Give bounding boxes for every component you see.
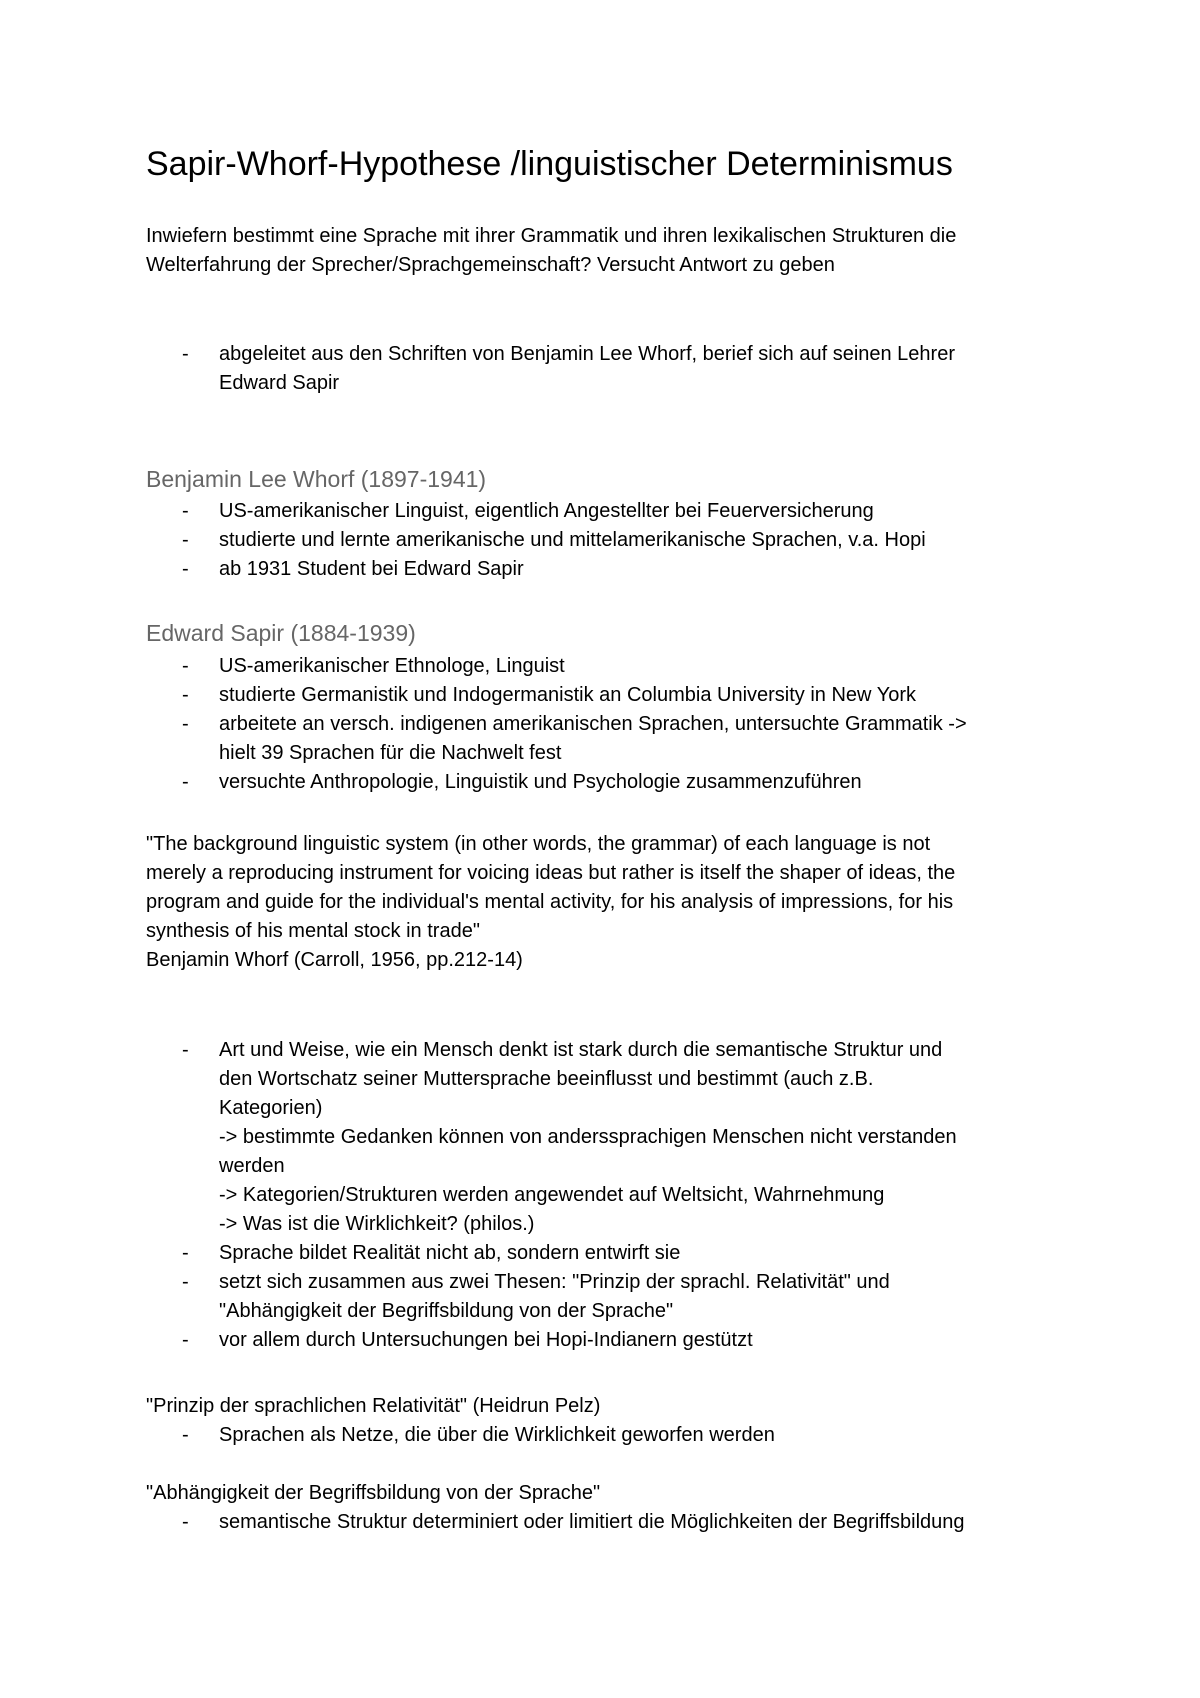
dash-bullet: - — [182, 1271, 189, 1293]
list-item: - Sprache bildet Realität nicht ab, sondern entwirft sie — [146, 1239, 1076, 1268]
whorf-list — [146, 497, 1076, 584]
intro-line: Inwiefern bestimmt eine Sprache mit ihrer Grammatik und ihren lexikalischen Strukturen die — [146, 225, 957, 247]
dash-bullet: - — [182, 771, 189, 793]
dash-bullet: - — [182, 1511, 189, 1533]
dash-bullet: - — [182, 500, 189, 522]
origin-list — [146, 340, 1076, 398]
dash-bullet: - — [182, 529, 189, 551]
dash-bullet: - — [182, 343, 189, 365]
list-item: - abgeleitet aus den Schriften von Benjamin Lee Whorf, berief sich auf seinen Lehrer Edward Sapir — [146, 340, 1076, 398]
relativity-label: "Prinzip der sprachlichen Relativität" (Heidrun Pelz) — [146, 1395, 601, 1417]
dash-bullet: - — [182, 1039, 189, 1061]
list-item: - ab 1931 Student bei Edward Sapir — [146, 555, 1076, 584]
whorf-heading: Benjamin Lee Whorf (1897-1941) — [146, 466, 487, 492]
list-item: - setzt sich zusammen aus zwei Thesen: "Prinzip der sprachl. Relativität" und "Abhängigkeit der Begriffsbildung von der Sprache" — [146, 1268, 1076, 1326]
list-item: - Art und Weise, wie ein Mensch denkt ist stark durch die semantische Struktur und den Wortschatz seiner Muttersprache beeinflusst und bestimmt (auch z.B. Kategorien) -> bestimmte Gedanken können von anderssprachigen Menschen nicht verstanden werden -> Kategorien/Strukturen werden angewendet auf Weltsicht, Wahrnehmung -> Was ist die Wirklichkeit? (philos.) — [146, 1036, 1076, 1239]
list-item: - studierte Germanistik und Indogermanistik an Columbia University in New York — [146, 681, 1076, 710]
list-item: - US-amerikanischer Ethnologe, Linguist — [146, 652, 1076, 681]
list-item: - vor allem durch Untersuchungen bei Hopi-Indianern gestützt — [146, 1326, 1076, 1355]
list-item: - studierte und lernte amerikanische und mittelamerikanische Sprachen, v.a. Hopi — [146, 526, 1076, 555]
list-item: - arbeitete an versch. indigenen amerikanischen Sprachen, untersuchte Grammatik -> hielt 39 Sprachen für die Nachwelt fest — [146, 710, 1076, 768]
dash-bullet: - — [182, 1424, 189, 1446]
intro-line: Welterfahrung der Sprecher/Sprachgemeinschaft? Versucht Antwort zu geben — [146, 254, 835, 276]
dash-bullet: - — [182, 655, 189, 677]
dependency-list — [146, 1508, 1076, 1537]
hypothesis-list — [146, 1036, 1076, 1355]
dependency-label: "Abhängigkeit der Begriffsbildung von der Sprache" — [146, 1482, 601, 1504]
list-item: - semantische Struktur determiniert oder limitiert die Möglichkeiten der Begriffsbildung — [146, 1508, 1076, 1537]
whorf-quote: "The background linguistic system (in other words, the grammar) of each language is not merely a reproducing instrument for voicing ideas but rather is itself the shaper of ideas, the program and guide for the individual's mental activity, for his analysis of impressions, for his synthesis of his mental stock in trade" Benjamin Whorf (Carroll, 1956, pp.212-14) — [146, 830, 1076, 975]
list-item: - Sprachen als Netze, die über die Wirklichkeit geworfen werden — [146, 1421, 1076, 1450]
quote-citation: Benjamin Whorf (Carroll, 1956, pp.212-14) — [146, 949, 523, 971]
list-item: - US-amerikanischer Linguist, eigentlich Angestellter bei Feuerversicherung — [146, 497, 1076, 526]
dash-bullet: - — [182, 684, 189, 706]
dash-bullet: - — [182, 558, 189, 580]
dash-bullet: - — [182, 1242, 189, 1264]
relativity-list — [146, 1421, 1076, 1450]
dash-bullet: - — [182, 1329, 189, 1351]
sapir-heading: Edward Sapir (1884-1939) — [146, 620, 416, 646]
document-title: Sapir-Whorf-Hypothese /linguistischer Determinismus — [146, 145, 953, 183]
dash-bullet: - — [182, 713, 189, 735]
intro-paragraph — [146, 222, 1076, 280]
list-item: - versuchte Anthropologie, Linguistik und Psychologie zusammenzuführen — [146, 768, 1076, 797]
sapir-list — [146, 652, 1076, 797]
